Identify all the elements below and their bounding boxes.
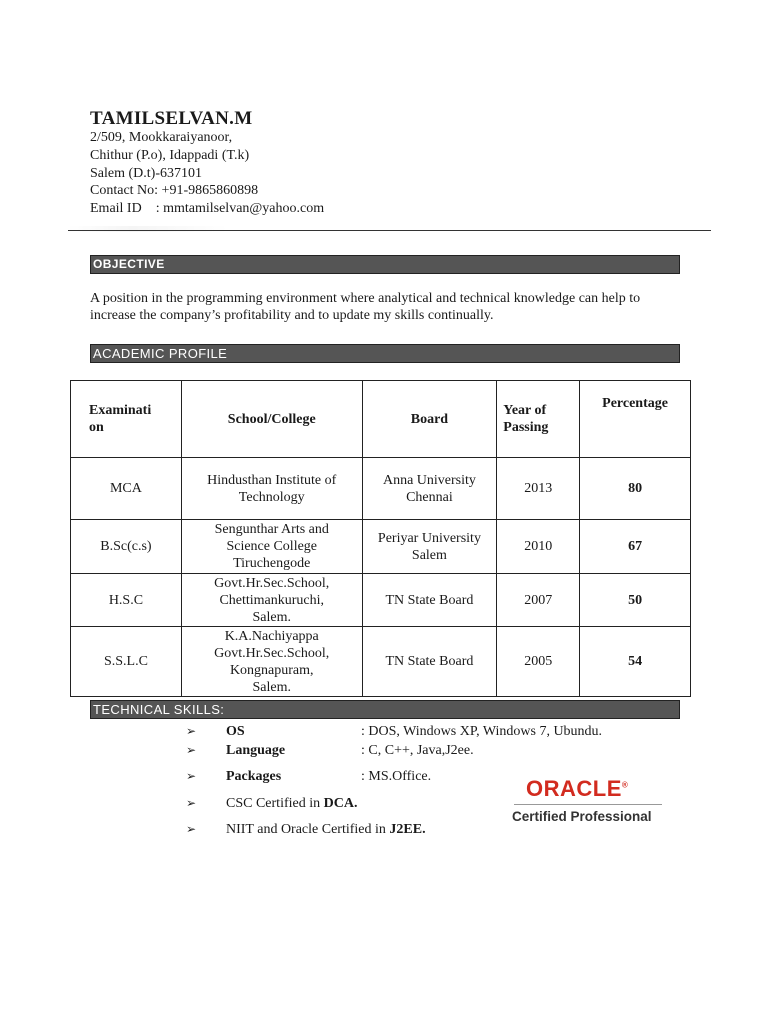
skill-label: OS (226, 724, 245, 739)
percentage-cell: 50 (580, 574, 691, 627)
cert-text: NIIT and Oracle Certified in (226, 822, 390, 837)
oracle-wordmark: ORACLE® (526, 776, 629, 801)
exam-cell: MCA (71, 458, 182, 520)
contact-number: Contact No: +91-9865860898 (90, 183, 259, 198)
skill-label: Language (226, 743, 286, 758)
skill-value: : C, C++, Java,J2ee. (361, 743, 474, 758)
skill-item-language (186, 742, 474, 759)
header-divider-fade (68, 226, 228, 232)
table-row (71, 458, 691, 520)
year-cell: 2005 (497, 627, 580, 697)
table-row (71, 520, 691, 574)
arrow-bullet-icon: ➢ (186, 743, 197, 757)
table-row (71, 574, 691, 627)
candidate-name: TAMILSELVAN.M (90, 108, 253, 129)
school-cell: Govt.Hr.Sec.School, Chettimankuruchi, Salem. (181, 574, 362, 627)
header-examination: Examinati on (71, 381, 182, 458)
cert-bold: J2EE. (389, 822, 426, 837)
board-cell: Periyar University Salem (362, 520, 497, 574)
skill-value: : MS.Office. (361, 769, 432, 784)
header-board: Board (362, 381, 497, 458)
arrow-bullet-icon: ➢ (186, 822, 197, 836)
school-cell: K.A.Nachiyappa Govt.Hr.Sec.School, Kongnapuram, Salem. (181, 627, 362, 697)
logo-divider (514, 804, 662, 805)
exam-cell: B.Sc(c.s) (71, 520, 182, 574)
oracle-certified-logo (512, 776, 664, 828)
table-row (71, 627, 691, 697)
board-cell: TN State Board (362, 627, 497, 697)
skill-value: : DOS, Windows XP, Windows 7, Ubundu. (361, 724, 603, 739)
header-school: School/College (181, 381, 362, 458)
academic-table (70, 380, 691, 697)
skill-label: Packages (226, 769, 282, 784)
address-line-2: Chithur (P.o), Idappadi (T.k) (90, 148, 250, 163)
cert-item-dca (186, 795, 357, 812)
skill-item-packages (186, 768, 431, 785)
email-line: Email ID : mmtamilselvan@yahoo.com (90, 201, 325, 216)
arrow-bullet-icon: ➢ (186, 796, 197, 810)
board-cell: Anna University Chennai (362, 458, 497, 520)
arrow-bullet-icon: ➢ (186, 724, 197, 738)
board-cell: TN State Board (362, 574, 497, 627)
year-cell: 2010 (497, 520, 580, 574)
percentage-cell: 67 (580, 520, 691, 574)
percentage-cell: 80 (580, 458, 691, 520)
section-academic-header: ACADEMIC PROFILE (90, 344, 680, 363)
exam-cell: H.S.C (71, 574, 182, 627)
header-percentage: Percentage (580, 381, 691, 458)
header-divider (68, 230, 711, 231)
year-cell: 2013 (497, 458, 580, 520)
exam-cell: S.S.L.C (71, 627, 182, 697)
percentage-cell: 54 (580, 627, 691, 697)
objective-text: A position in the programming environment where analytical and technical knowledge can help to increase the company’s profitability and to update my skills continually. (90, 291, 641, 323)
skill-item-os (186, 723, 602, 740)
address-line-1: 2/509, Mookkaraiyanoor, (90, 130, 233, 145)
cert-item-j2ee (186, 821, 426, 838)
cert-bold: DCA. (323, 796, 358, 811)
oracle-caption: Certified Professional (512, 809, 652, 824)
section-objective-header: OBJECTIVE (90, 255, 680, 274)
school-cell: Hindusthan Institute of Technology (181, 458, 362, 520)
school-cell: Sengunthar Arts and Science College Tiruchengode (181, 520, 362, 574)
year-cell: 2007 (497, 574, 580, 627)
section-technical-header: TECHNICAL SKILLS: (90, 700, 680, 719)
academic-table-header (71, 381, 691, 458)
cert-text: CSC Certified in (226, 796, 324, 811)
arrow-bullet-icon: ➢ (186, 769, 197, 783)
address-line-3: Salem (D.t)-637101 (90, 166, 202, 181)
header-year: Year of Passing (497, 381, 580, 458)
